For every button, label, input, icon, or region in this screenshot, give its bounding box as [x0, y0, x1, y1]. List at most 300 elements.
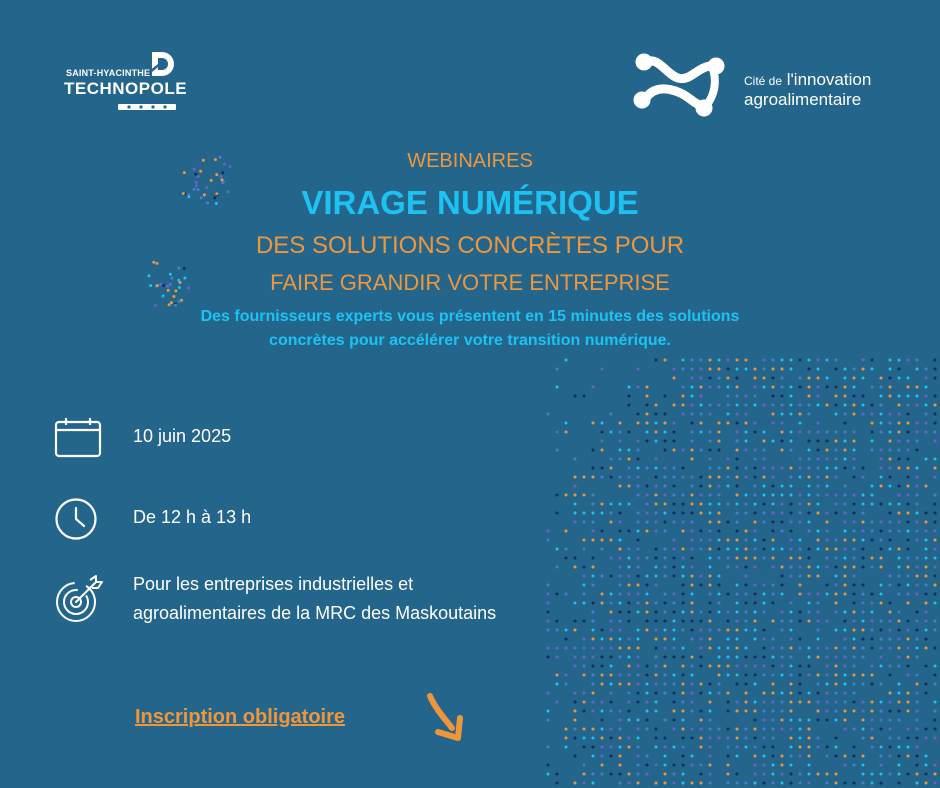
pattern-dot: [934, 530, 937, 533]
pattern-dot: [781, 449, 784, 452]
pattern-dot: [772, 737, 775, 740]
pattern-dot: [619, 557, 622, 560]
pattern-dot: [583, 548, 586, 551]
pattern-dot: [691, 539, 694, 542]
pattern-dot: [790, 512, 793, 515]
pattern-dot: [592, 575, 595, 578]
pattern-dot: [817, 647, 820, 650]
pattern-dot: [880, 773, 883, 776]
pattern-dot: [682, 683, 685, 686]
pattern-dot: [781, 593, 784, 596]
pattern-dot: [547, 611, 550, 614]
pattern-dot: [835, 746, 838, 749]
pattern-dot: [907, 494, 910, 497]
pattern-dot: [682, 494, 685, 497]
pattern-dot: [718, 665, 721, 668]
pattern-dot: [547, 620, 550, 623]
pattern-dot: [691, 440, 694, 443]
pattern-dot: [799, 413, 802, 416]
pattern-dot: [835, 692, 838, 695]
pattern-dot: [727, 629, 730, 632]
pattern-dot: [637, 485, 640, 488]
pattern-dot: [808, 620, 811, 623]
pattern-dot: [907, 602, 910, 605]
pattern-dot: [835, 458, 838, 461]
pattern-dot: [772, 422, 775, 425]
pattern-dot: [709, 512, 712, 515]
pattern-dot: [637, 719, 640, 722]
pattern-dot: [817, 566, 820, 569]
pattern-dot: [709, 620, 712, 623]
pattern-dot: [673, 692, 676, 695]
pattern-dot: [862, 629, 865, 632]
pattern-dot: [664, 503, 667, 506]
pattern-dot: [691, 710, 694, 713]
pattern-dot: [826, 548, 829, 551]
pattern-dot: [853, 440, 856, 443]
pattern-dot: [682, 386, 685, 389]
pattern-dot: [763, 611, 766, 614]
pattern-dot: [664, 413, 667, 416]
pattern-dot: [646, 620, 649, 623]
pattern-dot: [673, 440, 676, 443]
pattern-dot: [772, 377, 775, 380]
pattern-dot: [610, 737, 613, 740]
pattern-dot: [664, 602, 667, 605]
pattern-dot: [565, 629, 568, 632]
pattern-dot: [601, 530, 604, 533]
pattern-dot: [790, 674, 793, 677]
pattern-dot: [925, 620, 928, 623]
pattern-dot: [574, 458, 577, 461]
pattern-dot: [826, 377, 829, 380]
pattern-dot: [691, 449, 694, 452]
pattern-dot: [817, 575, 820, 578]
pattern-dot: [853, 602, 856, 605]
pattern-dot: [808, 566, 811, 569]
pattern-dot: [853, 728, 856, 731]
pattern-dot: [853, 530, 856, 533]
pattern-dot: [727, 620, 730, 623]
pattern-dot: [592, 638, 595, 641]
pattern-dot: [219, 175, 222, 178]
pattern-dot: [817, 683, 820, 686]
pattern-dot: [844, 593, 847, 596]
pattern-dot: [853, 710, 856, 713]
pattern-dot: [682, 566, 685, 569]
pattern-dot: [628, 692, 631, 695]
pattern-dot: [610, 539, 613, 542]
pattern-dot: [772, 512, 775, 515]
pattern-dot: [799, 404, 802, 407]
pattern-dot: [655, 584, 658, 587]
pattern-dot: [889, 485, 892, 488]
pattern-dot: [745, 701, 748, 704]
pattern-dot: [772, 386, 775, 389]
pattern-dot: [556, 701, 559, 704]
pattern-dot: [898, 701, 901, 704]
pattern-dot: [853, 638, 856, 641]
pattern-dot: [637, 782, 640, 785]
pattern-dot: [619, 746, 622, 749]
pattern-dot: [817, 440, 820, 443]
pattern-dot: [916, 737, 919, 740]
pattern-dot: [646, 404, 649, 407]
pattern-dot: [574, 737, 577, 740]
pattern-dot: [772, 395, 775, 398]
pattern-dot: [835, 503, 838, 506]
pattern-dot: [808, 485, 811, 488]
pattern-dot: [727, 593, 730, 596]
pattern-dot: [889, 377, 892, 380]
pattern-dot: [709, 728, 712, 731]
pattern-dot: [808, 368, 811, 371]
pattern-dot: [610, 692, 613, 695]
pattern-dot: [898, 584, 901, 587]
pattern-dot: [835, 719, 838, 722]
pattern-dot: [664, 440, 667, 443]
pattern-dot: [862, 611, 865, 614]
pattern-dot: [745, 602, 748, 605]
pattern-dot: [880, 449, 883, 452]
pattern-dot: [754, 377, 757, 380]
pattern-dot: [170, 301, 173, 304]
pattern-dot: [916, 611, 919, 614]
pattern-dot: [871, 503, 874, 506]
pattern-dot: [601, 449, 604, 452]
pattern-dot: [565, 674, 568, 677]
pattern-dot: [565, 359, 568, 362]
pattern-dot: [772, 440, 775, 443]
pattern-dot: [709, 485, 712, 488]
pattern-dot: [592, 584, 595, 587]
pattern-dot: [871, 728, 874, 731]
pattern-dot: [934, 782, 937, 785]
pattern-dot: [637, 539, 640, 542]
pattern-dot: [916, 683, 919, 686]
pattern-dot: [727, 395, 730, 398]
pattern-dot: [934, 683, 937, 686]
pattern-dot: [574, 395, 577, 398]
pattern-dot: [781, 521, 784, 524]
pattern-dot: [817, 701, 820, 704]
pattern-dot: [619, 512, 622, 515]
pattern-dot: [817, 422, 820, 425]
pattern-dot: [871, 404, 874, 407]
pattern-dot: [610, 611, 613, 614]
pattern-dot: [862, 620, 865, 623]
pattern-dot: [781, 395, 784, 398]
pattern-dot: [763, 773, 766, 776]
pattern-dot: [691, 593, 694, 596]
pattern-dot: [898, 782, 901, 785]
pattern-dot: [700, 584, 703, 587]
pattern-dot: [583, 701, 586, 704]
pattern-dot: [826, 539, 829, 542]
pattern-dot: [574, 782, 577, 785]
pattern-dot: [844, 710, 847, 713]
pattern-dot: [763, 377, 766, 380]
pattern-dot: [556, 593, 559, 596]
pattern-dot: [781, 413, 784, 416]
pattern-dot: [889, 476, 892, 479]
pattern-dot: [628, 458, 631, 461]
pattern-dot: [610, 647, 613, 650]
pattern-dot: [889, 368, 892, 371]
registration-link[interactable]: Inscription obligatoire: [135, 706, 346, 728]
pattern-dot: [754, 728, 757, 731]
pattern-dot: [916, 629, 919, 632]
pattern-dot: [556, 566, 559, 569]
pattern-dot: [781, 512, 784, 515]
pattern-dot: [790, 683, 793, 686]
pattern-dot: [790, 602, 793, 605]
pattern-dot: [925, 629, 928, 632]
pattern-dot: [925, 737, 928, 740]
pattern-dot: [718, 737, 721, 740]
pattern-dot: [799, 746, 802, 749]
pattern-dot: [808, 665, 811, 668]
pattern-dot: [826, 467, 829, 470]
pattern-dot: [727, 503, 730, 506]
pattern-dot: [916, 584, 919, 587]
pattern-dot: [646, 557, 649, 560]
pattern-dot: [754, 395, 757, 398]
pattern-dot: [655, 494, 658, 497]
pattern-dot: [754, 701, 757, 704]
pattern-dot: [772, 503, 775, 506]
pattern-dot: [637, 476, 640, 479]
pattern-dot: [808, 377, 811, 380]
pattern-dot: [925, 647, 928, 650]
pattern-dot: [853, 746, 856, 749]
pattern-dot: [610, 512, 613, 515]
pattern-dot: [547, 692, 550, 695]
pattern-dot: [601, 737, 604, 740]
pattern-dot: [637, 728, 640, 731]
arrow-down-right-icon: [424, 692, 466, 746]
pattern-dot: [628, 530, 631, 533]
pattern-dot: [790, 575, 793, 578]
pattern-dot: [601, 710, 604, 713]
pattern-dot: [637, 566, 640, 569]
pattern-dot: [691, 665, 694, 668]
pattern-dot: [628, 593, 631, 596]
pattern-dot: [790, 476, 793, 479]
pattern-dot: [781, 782, 784, 785]
pattern-dot: [862, 674, 865, 677]
pattern-dot: [880, 413, 883, 416]
pattern-dot: [898, 593, 901, 596]
pattern-dot: [700, 539, 703, 542]
pattern-dot: [853, 701, 856, 704]
pattern-dot: [889, 773, 892, 776]
pattern-dot: [565, 683, 568, 686]
pattern-dot: [799, 674, 802, 677]
pattern-dot: [646, 701, 649, 704]
pattern-dot: [907, 395, 910, 398]
pattern-dot: [610, 575, 613, 578]
pattern-dot: [709, 566, 712, 569]
pattern-dot: [691, 584, 694, 587]
pattern-dot: [736, 359, 739, 362]
pattern-dot: [835, 386, 838, 389]
pattern-dot: [592, 728, 595, 731]
pattern-dot: [655, 746, 658, 749]
pattern-dot: [817, 773, 820, 776]
pattern-dot: [655, 422, 658, 425]
pattern-dot: [907, 566, 910, 569]
pattern-dot: [880, 548, 883, 551]
pattern-dot: [646, 521, 649, 524]
pattern-dot: [583, 494, 586, 497]
pattern-dot: [880, 530, 883, 533]
pattern-dot: [709, 404, 712, 407]
pattern-dot: [817, 395, 820, 398]
pattern-dot: [907, 647, 910, 650]
pattern-dot: [826, 404, 829, 407]
pattern-dot: [880, 503, 883, 506]
pattern-dot: [655, 485, 658, 488]
pattern-dot: [682, 602, 685, 605]
pattern-dot: [718, 530, 721, 533]
pattern-dot: [835, 449, 838, 452]
pattern-dot: [835, 548, 838, 551]
pattern-dot: [637, 593, 640, 596]
pattern-dot: [709, 593, 712, 596]
pattern-dot: [817, 512, 820, 515]
pattern-dot: [547, 746, 550, 749]
pattern-dot: [583, 710, 586, 713]
pattern-dot: [862, 395, 865, 398]
pattern-dot: [781, 359, 784, 362]
pattern-dot: [844, 449, 847, 452]
pattern-dot: [673, 710, 676, 713]
pattern-dot: [637, 449, 640, 452]
technopole-mark-icon: [148, 50, 176, 80]
pattern-dot: [655, 512, 658, 515]
pattern-dot: [718, 575, 721, 578]
pattern-dot: [808, 440, 811, 443]
pattern-dot: [637, 602, 640, 605]
pattern-dot: [610, 773, 613, 776]
cite-innovation-logo: [632, 52, 892, 118]
pattern-dot: [898, 611, 901, 614]
pattern-dot: [556, 512, 559, 515]
pattern-dot: [781, 566, 784, 569]
pattern-dot: [853, 467, 856, 470]
pattern-dot: [754, 683, 757, 686]
pattern-dot: [700, 395, 703, 398]
pattern-dot: [619, 530, 622, 533]
pattern-dot: [835, 359, 838, 362]
pattern-dot: [682, 503, 685, 506]
pattern-dot: [844, 431, 847, 434]
pattern-dot: [709, 683, 712, 686]
pattern-dot: [745, 431, 748, 434]
pattern-dot: [745, 404, 748, 407]
pattern-dot: [718, 422, 721, 425]
pattern-dot: [781, 368, 784, 371]
pattern-dot: [835, 710, 838, 713]
pattern-dot: [727, 548, 730, 551]
pattern-dot: [673, 611, 676, 614]
pattern-dot: [826, 701, 829, 704]
pattern-dot: [592, 647, 595, 650]
pattern-dot: [619, 431, 622, 434]
pattern-dot: [880, 656, 883, 659]
pattern-dot: [700, 404, 703, 407]
pattern-dot: [664, 755, 667, 758]
pattern-dot: [700, 728, 703, 731]
pattern-dot: [727, 611, 730, 614]
pattern-dot: [880, 395, 883, 398]
pattern-dot: [844, 512, 847, 515]
pattern-dot: [862, 737, 865, 740]
molecule-logo-icon: [632, 52, 728, 118]
cite-prefix: Cité de: [744, 74, 783, 88]
pattern-dot: [556, 647, 559, 650]
pattern-dot: [871, 449, 874, 452]
pattern-dot: [619, 503, 622, 506]
pattern-dot: [817, 467, 820, 470]
pattern-dot: [709, 710, 712, 713]
pattern-dot: [574, 647, 577, 650]
pattern-dot: [808, 602, 811, 605]
pattern-dot: [709, 629, 712, 632]
pattern-dot: [808, 503, 811, 506]
pattern-dot: [817, 746, 820, 749]
description-line2: concrètes pour accélérer votre transition numérique.: [269, 332, 671, 349]
pattern-dot: [736, 647, 739, 650]
pattern-dot: [862, 764, 865, 767]
pattern-dot: [808, 728, 811, 731]
pattern-dot: [601, 647, 604, 650]
pattern-dot: [646, 503, 649, 506]
pattern-dot: [592, 674, 595, 677]
pattern-dot: [646, 674, 649, 677]
pattern-dot: [808, 656, 811, 659]
pattern-dot: [673, 593, 676, 596]
pattern-dot: [655, 458, 658, 461]
pattern-dot: [835, 584, 838, 587]
pattern-dot: [601, 746, 604, 749]
pattern-dot: [790, 656, 793, 659]
pattern-dot: [700, 692, 703, 695]
pattern-dot: [583, 746, 586, 749]
pattern-dot: [628, 611, 631, 614]
pattern-dot: [754, 611, 757, 614]
pattern-dot: [610, 701, 613, 704]
pattern-dot: [889, 530, 892, 533]
pattern-dot: [619, 638, 622, 641]
pattern-dot: [601, 665, 604, 668]
pattern-dot: [781, 710, 784, 713]
pattern-dot: [583, 476, 586, 479]
pattern-dot: [664, 485, 667, 488]
pattern-dot: [763, 746, 766, 749]
pattern-dot: [862, 413, 865, 416]
pattern-dot: [754, 548, 757, 551]
pattern-dot: [817, 548, 820, 551]
pattern-dot: [790, 755, 793, 758]
pattern-dot: [763, 512, 766, 515]
pattern-dot: [610, 557, 613, 560]
pattern-dot: [862, 539, 865, 542]
pattern-dot: [646, 386, 649, 389]
pattern-dot: [691, 755, 694, 758]
pattern-dot: [871, 701, 874, 704]
